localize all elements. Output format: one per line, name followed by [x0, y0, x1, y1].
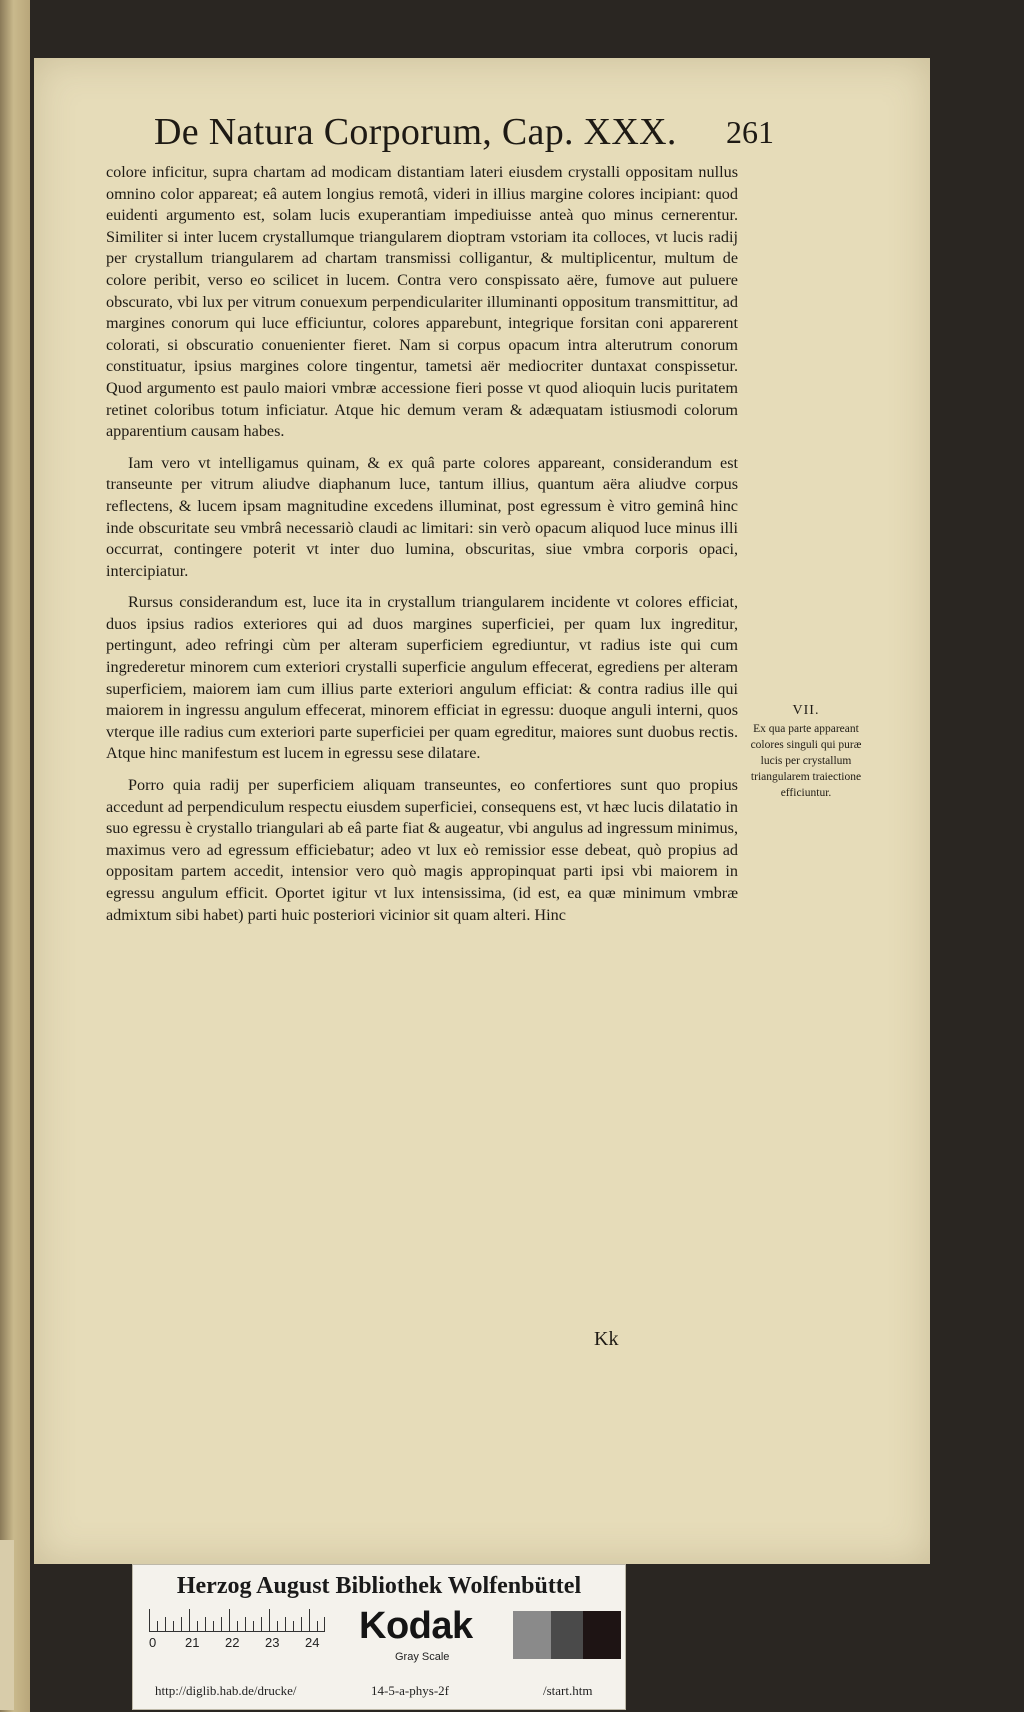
gray-swatch-mid	[513, 1611, 551, 1659]
color-calibration-bar	[132, 1564, 626, 1710]
scale-ruler	[149, 1607, 325, 1632]
paragraph-4: Porro quia radij per superficiem aliquam transeuntes, eo confertiores sunt quo propius accedunt ad perpendiculum respectu eiusdem superficiei, consequens est, vt hæc lucis dilatatio in suo egressu è crystallo triangulari ab eâ parte fiat & augeatur, vbi angulus ad ingressum minimus, maximus vero ad egressum efficiebatur; adeo vt lux eò remissior esse debeat, quò propius ad oppositam partem accedit, intensior vero quò magis appropinquat parti ipsi vbi maiorem in egressu angulum efficit. Oportet igitur vt lux intensissima, (id est, ea quæ minimum vmbræ admixtum sibi habet) parti huic posteriori vicinior sit quam alteri. Hinc	[106, 776, 738, 924]
paragraph-2: Iam vero vt intelligamus quinam, & ex quâ parte colores appareant, considerandum est transeunte per vitrum aliudve diaphanum luce, tantum illius, quantum aëra aliudve corpus reflectens, & lucem ipsam magnitudine excedens illuminat, post egressum è vitro geminâ hinc inde obscuritate seu vmbrâ necessariò claudi ac limitari: sin verò opacum aliquod luce minus illi occurrat, contingere poterit vt inter duo lumina, obscuritas, siue vmbra corporis opaci, intercipiatur.	[106, 453, 738, 580]
margin-note	[750, 703, 862, 801]
kodak-logo: Kodak	[359, 1605, 473, 1647]
paragraph-1: colore inficitur, supra chartam ad modicam distantiam lateri eiusdem crystalli oppositam nullus omnino color appareat; eâ autem longius remotâ, videri in illius margine colores incipiant: quod euidenti argumento est, solam lucis exuperantiam impediuisse anteà quo minus cernerentur. Similiter si inter lucem crystallumque triangularem dioptram vstoriam ita colloces, vt lucis radij per crystallum triangularem ad chartam transmissi colligantur, & multiplicentur, multum de colore peribit, verso eo scilicet in lucem. Contra vero conspissato aëre, fumove aut puluere obscurato, vbi lux per vitrum conuexum perpendiculariter illuminanti oppositum transmittitur, ad margines conorum qui luce efficiuntur, colores apparebunt, integrique forsitan coni apparerent colorati, si obscuratio conuenienter fieret. Nam si corpus opacum intra alterutrum conorum constituatur, ipsius margines colore tingentur, tametsi aër mediocriter duntaxat conspissetur. Quod argumento est paulo maiori vmbræ accessione fieri posse vt quod alioquin lucis puritatem retinet coloribus totum inficiatur. Atque hic demum veram & adæquatam istiusmodi colorum apparentium causam habes.	[106, 163, 738, 441]
scale-number: 0	[149, 1635, 157, 1650]
scale-number: 23	[265, 1635, 280, 1650]
library-title: Herzog August Bibliothek Wolfenbüttel	[176, 1573, 582, 1599]
running-head: De Natura Corporum, Cap. XXX.	[154, 111, 677, 153]
scale-number: 22	[225, 1635, 240, 1650]
url-signature: 14-5-a-phys-2f	[371, 1683, 449, 1698]
gray-swatch-black	[583, 1611, 621, 1659]
left-page-corner	[0, 1540, 14, 1710]
scale-number: 24	[305, 1635, 320, 1650]
paragraph-3: Rursus considerandum est, luce ita in crystallum triangularem incidente vt colores efficiat, duos ipsius radios exteriores qui ad duos margines superficiei, per quam lux ingreditur, pertingunt, adeo refringi cùm per alteram superficiem egrediuntur, vt radius iste qui cum ingrederetur minorem cum exteriori crystalli superficie angulum effecerat, egrediens per alteram superficiem, maiorem iam cum illius parte exteriori angulum efficiat: & contra radius ille qui maiorem in ingressu angulum effecerat, minorem efficiat in egressu: duoque anguli interni, quos vterque ille radius cum exteriori parte superficiei per quam egreditur, maiores sunt duobus rectis. Atque hinc manifestum est lucem in egressu sese dilatare.	[106, 593, 738, 763]
signature-mark: Kk	[594, 1328, 619, 1350]
page-header	[154, 110, 774, 170]
scale-numbers	[149, 1635, 329, 1651]
url-base: http://diglib.hab.de/drucke/	[155, 1683, 297, 1698]
margin-note-number: VII.	[792, 703, 820, 718]
grayscale-label: Gray Scale	[395, 1651, 450, 1663]
book-page	[34, 58, 930, 1564]
body-text	[106, 162, 738, 936]
left-page-edge	[0, 0, 30, 1712]
margin-note-text: Ex qua parte appareant colores singuli qui puræ lucis per crystallum triangularem traiectione efficiuntur.	[750, 723, 862, 799]
scale-number: 21	[185, 1635, 200, 1650]
url-start: /start.htm	[543, 1683, 593, 1698]
page-number: 261	[726, 114, 774, 150]
